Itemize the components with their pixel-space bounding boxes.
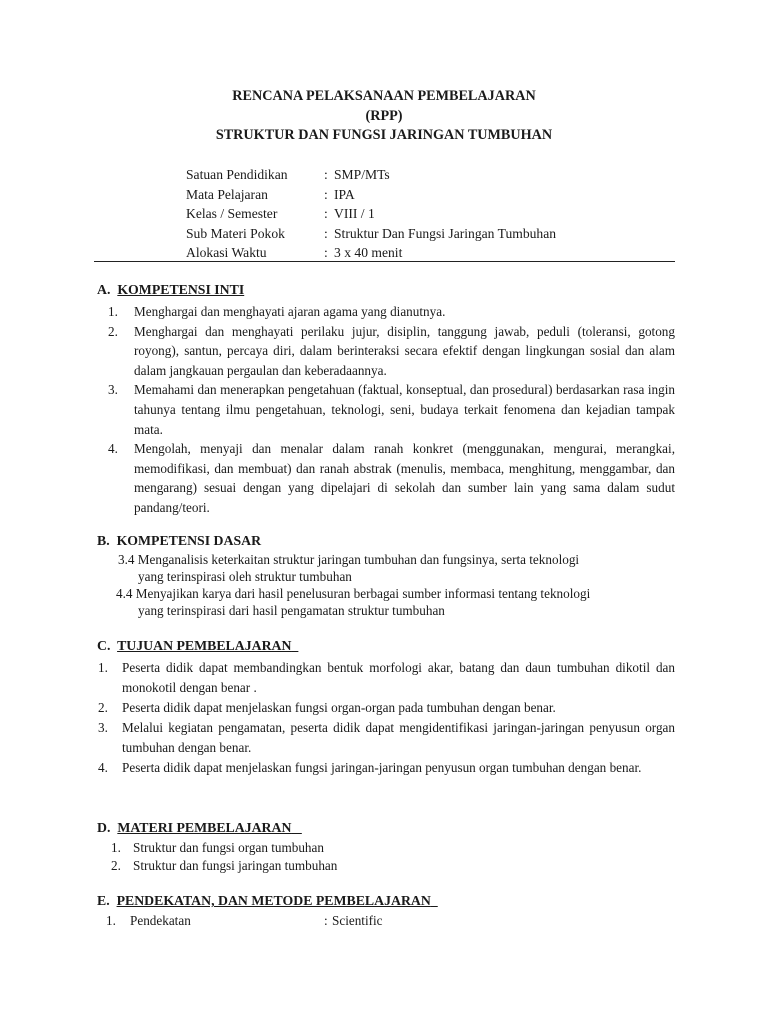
approach-row xyxy=(106,912,383,930)
kompetensi-inti-list xyxy=(108,302,675,518)
section-title: PENDEKATAN, DAN METODE PEMBELAJARAN xyxy=(116,893,431,908)
list-item xyxy=(98,718,675,758)
document-title: RENCANA PELAKSANAAN PEMBELAJARAN xyxy=(232,88,536,104)
item-text: Memahami dan menerapkan pengetahuan (faktual, konseptual, dan prosedural) berdasarkan rasa ingin tahunya tentang ilmu pengetahuan, teknologi, seni, budaya terkait fenomena dan kejadian tampak mata. xyxy=(134,382,675,437)
tujuan-list xyxy=(98,658,675,778)
section-letter: E. xyxy=(97,893,110,908)
item-text: Menghargai dan menghayati perilaku jujur, disiplin, tanggung jawab, peduli (toleransi, gotong royong), santun, percaya diri, dalam berinteraksi secara efektif dengan lingkungan sosial dan alam dalam jangkauan pergaulan dan keberadaannya. xyxy=(134,323,675,378)
document-subtitle: (RPP) xyxy=(365,108,403,124)
identity-value: SMP/MTs xyxy=(334,167,390,182)
item-number: 1. xyxy=(98,660,108,675)
item-separator: : xyxy=(324,913,328,928)
item-number: 2. xyxy=(98,700,108,715)
section-heading-e xyxy=(97,893,438,909)
identity-separator: : xyxy=(324,245,328,261)
kd-line: 4.4 Menyajikan karya dari hasil penelusuran berbagai sumber informasi tentang teknologi xyxy=(116,586,591,601)
list-item xyxy=(111,839,511,857)
kd-line: yang terinspirasi oleh struktur tumbuhan xyxy=(138,568,352,584)
item-number: 1. xyxy=(108,304,118,319)
list-item xyxy=(108,380,675,439)
item-number: 3. xyxy=(108,382,118,398)
identity-row xyxy=(186,185,556,205)
identity-separator: : xyxy=(324,167,328,182)
materi-list xyxy=(111,839,511,875)
section-title: KOMPETENSI INTI xyxy=(117,282,245,297)
section-letter: C. xyxy=(97,638,111,653)
identity-row xyxy=(186,165,556,185)
kd-line: 3.4 Menganalisis keterkaitan struktur jaringan tumbuhan dan fungsinya, serta teknologi xyxy=(118,552,580,567)
item-number: 2. xyxy=(108,323,118,339)
item-text: Peserta didik dapat membandingkan bentuk morfologi akar, batang dan daun tumbuhan dikotil dan monokotil dengan benar . xyxy=(122,660,675,695)
section-heading-b xyxy=(97,533,261,549)
item-text: Menghargai dan menghayati ajaran agama yang dianutnya. xyxy=(134,304,446,319)
kd-line: yang terinspirasi dari hasil pengamatan struktur tumbuhan xyxy=(138,602,445,618)
item-number: 1. xyxy=(111,840,121,855)
identity-value: IPA xyxy=(334,186,355,202)
identity-label: Alokasi Waktu xyxy=(186,245,267,261)
section-title: TUJUAN PEMBELAJARAN xyxy=(117,638,292,653)
section-letter: D. xyxy=(97,820,111,835)
section-letter: A. xyxy=(97,282,111,297)
identity-label: Satuan Pendidikan xyxy=(186,167,288,182)
item-number: 3. xyxy=(98,720,108,735)
section-letter: B. xyxy=(97,533,110,548)
section-title: KOMPETENSI DASAR xyxy=(116,533,262,548)
section-title: MATERI PEMBELAJARAN xyxy=(117,820,292,835)
item-text: Mengolah, menyaji dan menalar dalam ranah konkret (menggunakan, mengurai, merangkai, memodifikasi, dan membuat) dan ranah abstrak (menulis, membaca, menghitung, menggambar, dan mengarang) sesuai dengan yang dipelajari di sekolah dan sumber lain yang sama dalam sudut pandang/teori. xyxy=(134,441,675,515)
list-item xyxy=(108,302,675,322)
list-item xyxy=(98,698,675,718)
item-number: 4. xyxy=(98,760,108,775)
list-item xyxy=(111,857,511,875)
identity-row xyxy=(186,224,556,244)
kd-item xyxy=(116,586,590,619)
item-text: Peserta didik dapat menjelaskan fungsi jaringan-jaringan penyusun organ tumbuhan dengan benar. xyxy=(122,760,642,775)
identity-label: Mata Pelajaran xyxy=(186,186,268,202)
item-number: 1. xyxy=(106,913,116,928)
list-item xyxy=(98,658,675,698)
item-number: 2. xyxy=(111,858,121,873)
identity-value: 3 x 40 menit xyxy=(334,245,403,261)
section-heading-a xyxy=(97,282,244,298)
item-text: Peserta didik dapat menjelaskan fungsi organ-organ pada tumbuhan dengan benar. xyxy=(122,700,556,715)
identity-label: Kelas / Semester xyxy=(186,206,278,222)
identity-label: Sub Materi Pokok xyxy=(186,225,285,241)
identity-separator: : xyxy=(324,225,328,241)
identity-value: Struktur Dan Fungsi Jaringan Tumbuhan xyxy=(334,225,557,241)
list-item xyxy=(98,758,675,778)
identity-separator: : xyxy=(324,186,328,202)
identity-separator: : xyxy=(324,206,328,222)
item-text: Struktur dan fungsi jaringan tumbuhan xyxy=(133,858,338,873)
section-heading-c xyxy=(97,638,298,654)
horizontal-divider xyxy=(94,261,675,262)
list-item xyxy=(108,322,675,381)
item-label: Pendekatan xyxy=(130,913,191,928)
item-number: 4. xyxy=(108,441,118,457)
identity-value: VIII / 1 xyxy=(334,206,375,222)
item-text: Melalui kegiatan pengamatan, peserta didik dapat mengidentifikasi jaringan-jaringan penyusun organ tumbuhan dengan benar. xyxy=(122,720,675,755)
item-text: Struktur dan fungsi organ tumbuhan xyxy=(133,840,324,855)
document-topic: STRUKTUR DAN FUNGSI JARINGAN TUMBUHAN xyxy=(215,127,553,143)
list-item xyxy=(108,439,675,517)
section-heading-d xyxy=(97,820,302,836)
kd-item xyxy=(118,552,579,585)
identity-table xyxy=(186,165,556,263)
item-value: Scientific xyxy=(332,913,383,928)
identity-row xyxy=(186,204,556,224)
